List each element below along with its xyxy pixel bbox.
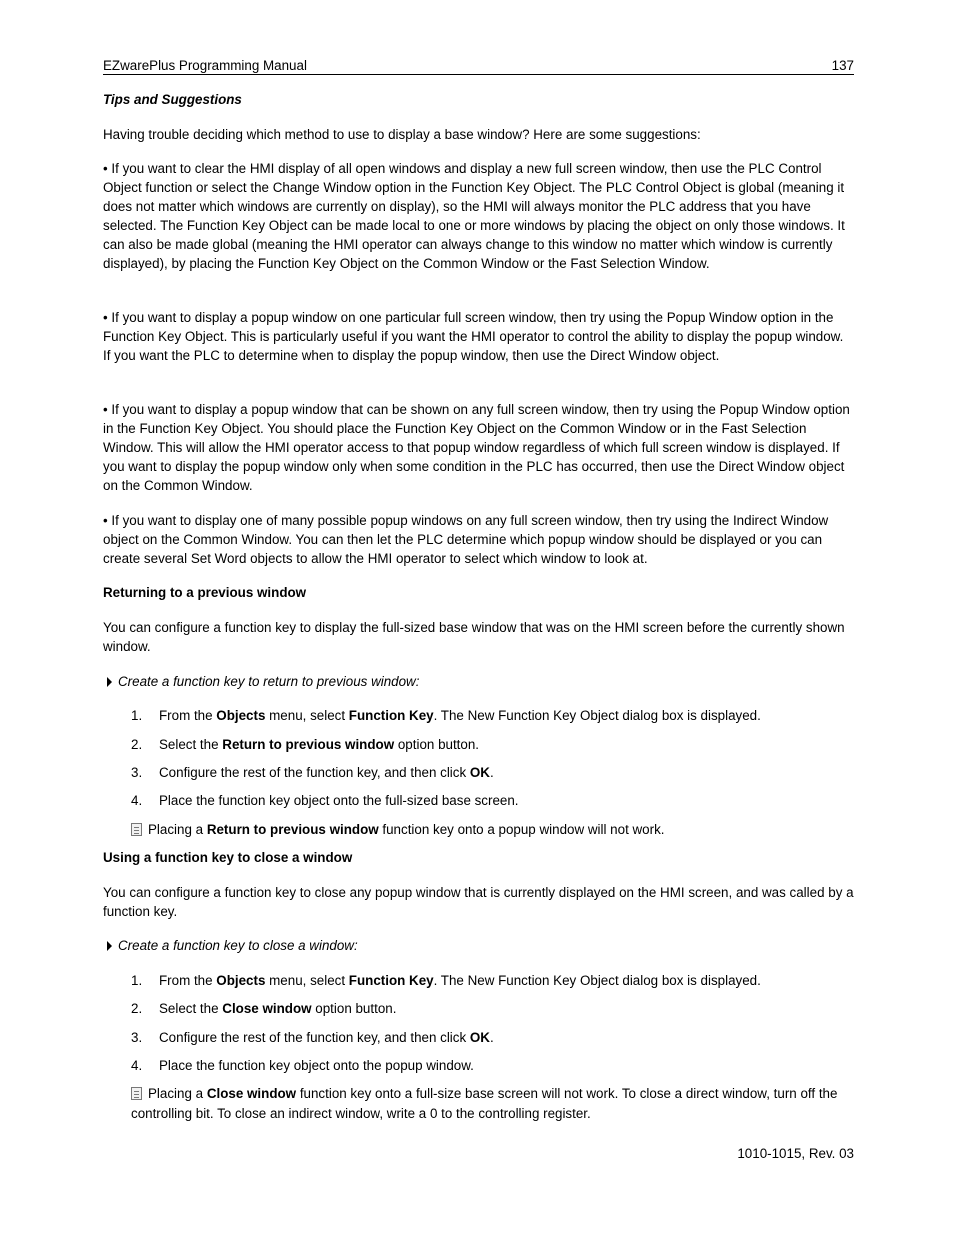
step-number: 4. bbox=[131, 793, 143, 808]
tips-bullet-3: • If you want to display a popup window that can be shown on any full screen window, then try using the Popup Window option in the Function Key Object. You should place the Function Key Object on the Common Window or in the Fast Selection Window. This will allow the HMI operator access to that popup window regardless of which full screen window is displayed. If you want to display the popup window only when some condition in the PLC has occurred, then use the Direct Window object on the Common Window. bbox=[103, 402, 850, 493]
tips-bullet-2: • If you want to display a popup window on one particular full screen window, then try using the Popup Window option in the Function Key Object. This is particularly useful if you want the HMI operator to control the ability to display the popup window. If you want the PLC to determine when to display the popup window, then use the Direct Window object. bbox=[103, 310, 844, 363]
close-procedure-label: Create a function key to close a window: bbox=[118, 938, 358, 953]
step-number: 1. bbox=[131, 708, 143, 723]
tips-bullet-1: • If you want to clear the HMI display of all open windows and display a new full screen window, then use the PLC Control Object function or select the Change Window option in the Function Key Object. The PLC Control Object is global (meaning it does not matter which windows are currently on display), so the HMI will always monitor the PLC address that you have selected. The Function Key Object can be made local to one or more windows by placing the object on only those windows. It can also be made global (meaning the HMI operator can always change to this window no matter which window is currently displayed), by placing the Function Key Object on the Common Window or the Fast Selection Window. bbox=[103, 161, 845, 271]
step-text: Configure the rest of the function key, and then click OK. bbox=[159, 1030, 494, 1045]
step-number: 2. bbox=[131, 737, 143, 752]
note-icon bbox=[131, 823, 142, 836]
step-text: Place the function key object onto the full-sized base screen. bbox=[159, 793, 519, 808]
return-procedure bbox=[103, 672, 854, 691]
step-text: Select the Close window option button. bbox=[159, 1001, 397, 1016]
section-heading-tips: Tips and Suggestions bbox=[103, 92, 242, 107]
section-heading-return: Returning to a previous window bbox=[103, 585, 307, 600]
close-procedure bbox=[103, 936, 854, 955]
step-text: Select the Return to previous window option button. bbox=[159, 737, 480, 752]
section-heading-close: Using a function key to close a window bbox=[103, 850, 353, 865]
triangle-right-icon bbox=[107, 941, 112, 951]
return-note: Placing a Return to previous window function key onto a popup window will not work. bbox=[131, 820, 854, 839]
tips-bullet-4: • If you want to display one of many possible popup windows on any full screen window, then try using the Indirect Window object on the Common Window. You can then let the PLC determine which popup window should be displayed or you can create several Set Word objects to allow the HMI operator to select which window to look at. bbox=[103, 513, 829, 566]
step-number: 3. bbox=[131, 1030, 143, 1045]
tips-intro: Having trouble deciding which method to use to display a base window? Here are some suggestions: bbox=[103, 127, 701, 142]
manual-title: EZwarePlus Programming Manual bbox=[103, 58, 307, 73]
return-procedure-label: Create a function key to return to previous window: bbox=[118, 674, 420, 689]
return-intro: You can configure a function key to display the full-sized base window that was on the HMI screen before the currently shown window. bbox=[103, 620, 845, 654]
step-text: Configure the rest of the function key, and then click OK. bbox=[159, 765, 494, 780]
step-number: 4. bbox=[131, 1058, 143, 1073]
page-number: 137 bbox=[831, 58, 854, 73]
page-footer: 1010-1015, Rev. 03 bbox=[737, 1146, 854, 1161]
step-number: 1. bbox=[131, 973, 143, 988]
close-intro: You can configure a function key to close any popup window that is currently displayed on the HMI screen, and was called by a function key. bbox=[103, 885, 854, 919]
step-number: 2. bbox=[131, 1001, 143, 1016]
page-header bbox=[103, 56, 854, 75]
step-text: From the Objects menu, select Function Key. The New Function Key Object dialog box is displayed. bbox=[159, 708, 761, 723]
step-text: Place the function key object onto the popup window. bbox=[159, 1058, 474, 1073]
close-note: Placing a Close window function key onto a full-size base screen will not work. To close a direct window, turn off the controlling bit. To close an indirect window, write a 0 to the controlling register. bbox=[131, 1086, 838, 1121]
note-icon bbox=[131, 1087, 142, 1100]
triangle-right-icon bbox=[107, 677, 112, 687]
step-number: 3. bbox=[131, 765, 143, 780]
step-text: From the Objects menu, select Function Key. The New Function Key Object dialog box is displayed. bbox=[159, 973, 761, 988]
